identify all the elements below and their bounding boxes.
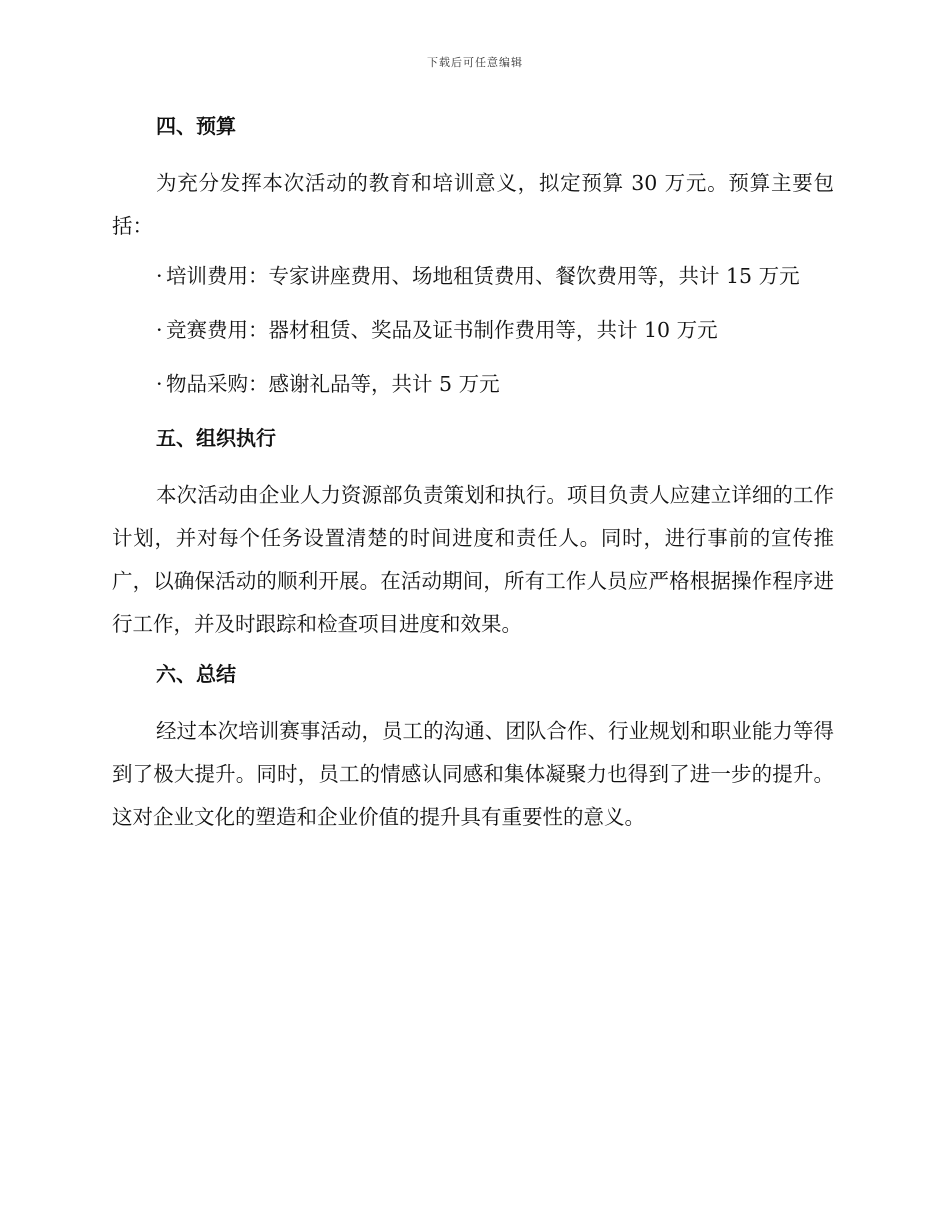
section-heading-execution: 五、组织执行 bbox=[156, 426, 276, 450]
budget-item-purchase-text: 物品采购：感谢礼品等，共计 5 万元 bbox=[166, 372, 500, 396]
bullet-dot: · bbox=[156, 372, 163, 396]
bullet-dot: · bbox=[156, 318, 163, 342]
document-body bbox=[112, 108, 834, 849]
section-heading-summary: 六、总结 bbox=[156, 662, 236, 686]
bullet-dot: · bbox=[156, 264, 163, 288]
section-heading-budget: 四、预算 bbox=[156, 114, 236, 138]
budget-item-competition bbox=[112, 312, 834, 348]
budget-item-purchase bbox=[112, 366, 834, 402]
budget-item-training-text: 培训费用：专家讲座费用、场地租赁费用、餐饮费用等，共计 15 万元 bbox=[166, 264, 800, 288]
budget-item-training bbox=[112, 258, 834, 294]
execution-paragraph: 本次活动由企业人力资源部负责策划和执行。项目负责人应建立详细的工作计划，并对每个任务设置清楚的时间进度和责任人。同时，进行事前的宣传推广，以确保活动的顺利开展。在活动期间，所有工作人员应严格根据操作程序进行工作，并及时跟踪和检查项目进度和效果。 bbox=[112, 483, 834, 636]
header-note: 下载后可任意编辑 bbox=[427, 56, 523, 69]
budget-intro-paragraph: 为充分发挥本次活动的教育和培训意义，拟定预算 30 万元。预算主要包括： bbox=[112, 171, 834, 238]
budget-item-competition-text: 竞赛费用：器材租赁、奖品及证书制作费用等，共计 10 万元 bbox=[166, 318, 718, 342]
summary-paragraph: 经过本次培训赛事活动，员工的沟通、团队合作、行业规划和职业能力等得到了极大提升。同时，员工的情感认同感和集体凝聚力也得到了进一步的提升。这对企业文化的塑造和企业价值的提升具有重要性的意义。 bbox=[112, 719, 834, 829]
